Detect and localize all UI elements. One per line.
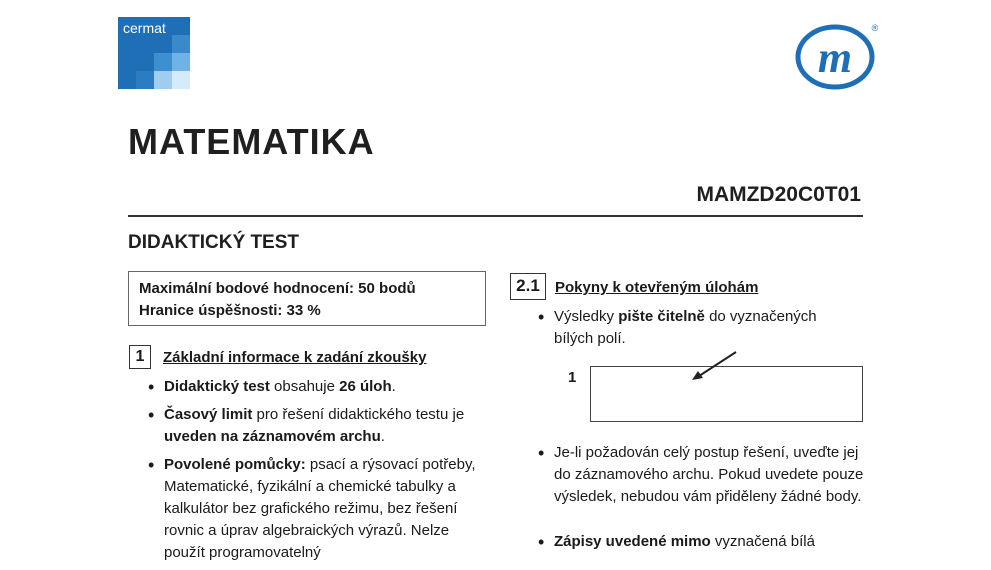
header-divider xyxy=(128,215,863,217)
bold-text: pište čitelně xyxy=(618,308,705,325)
cermat-logo xyxy=(118,17,190,89)
text: psací a rýsovací potřeby, Matematické, fyzikální a chemické tabulky a kalkulátor bez grafického režimu, bez řešení rovnic a úprav algebraických výrazů. Nelze použít programovatelný xyxy=(164,456,476,561)
max-score: Maximální bodové hodnocení: 50 bodů xyxy=(139,280,416,297)
instruction-item xyxy=(538,531,868,553)
text: obsahuje xyxy=(269,378,340,395)
bold-text: Didaktický test xyxy=(164,378,270,395)
text: Je-li požadován celý postup řešení, uveďte jej do záznamového archu. Pokud uvedete pouze výsledek, nebudou vám přiděleny žádné body. xyxy=(554,444,864,505)
logo-square xyxy=(172,53,190,71)
document-code: MAMZD20C0T01 xyxy=(696,183,861,206)
text: vyznačená bílá xyxy=(710,533,815,550)
text: Výsledky xyxy=(554,308,619,325)
text: pro řešení didaktického testu je xyxy=(252,406,465,423)
logo-square xyxy=(136,71,154,89)
logo-square xyxy=(172,71,190,89)
text: do vyznačených bílých polí. xyxy=(554,308,817,347)
instruction-item xyxy=(148,454,493,564)
arrow-icon xyxy=(690,350,740,382)
bold-text: uveden na záznamovém archu xyxy=(164,428,381,445)
instruction-item xyxy=(148,404,493,448)
instruction-item xyxy=(148,376,493,398)
instruction-item xyxy=(538,442,868,508)
section-number: 1 xyxy=(129,345,151,369)
text: . xyxy=(391,378,396,395)
example-answer-label: 1 xyxy=(568,369,577,386)
registered-mark: ® xyxy=(871,23,879,33)
logo-square xyxy=(154,53,172,71)
score-box xyxy=(128,271,486,326)
bold-text: Povolené pomůcky: xyxy=(164,456,306,473)
bold-text: 26 úloh xyxy=(339,378,392,395)
m-brand-logo xyxy=(795,20,881,90)
pass-threshold: Hranice úspěšnosti: 33 % xyxy=(139,302,321,319)
cermat-logo-text: cermat xyxy=(123,20,166,36)
bold-text: Časový limit xyxy=(164,406,253,423)
instruction-list xyxy=(538,531,868,559)
logo-square xyxy=(172,35,190,53)
bold-text: Zápisy uvedené mimo xyxy=(554,533,711,550)
section-title: Pokyny k otevřeným úlohám xyxy=(555,279,759,296)
instruction-list xyxy=(148,376,493,570)
text: . xyxy=(380,428,385,445)
instruction-list xyxy=(538,306,858,356)
instruction-item xyxy=(538,306,858,350)
section-title: Základní informace k zadání zkoušky xyxy=(163,349,427,366)
logo-square xyxy=(154,71,172,89)
instruction-list xyxy=(538,442,868,514)
document-subtitle: DIDAKTICKÝ TEST xyxy=(128,232,299,253)
m-logo-letter: m xyxy=(817,33,853,82)
document-title: MATEMATIKA xyxy=(128,121,375,162)
section-number: 2.1 xyxy=(510,273,546,300)
